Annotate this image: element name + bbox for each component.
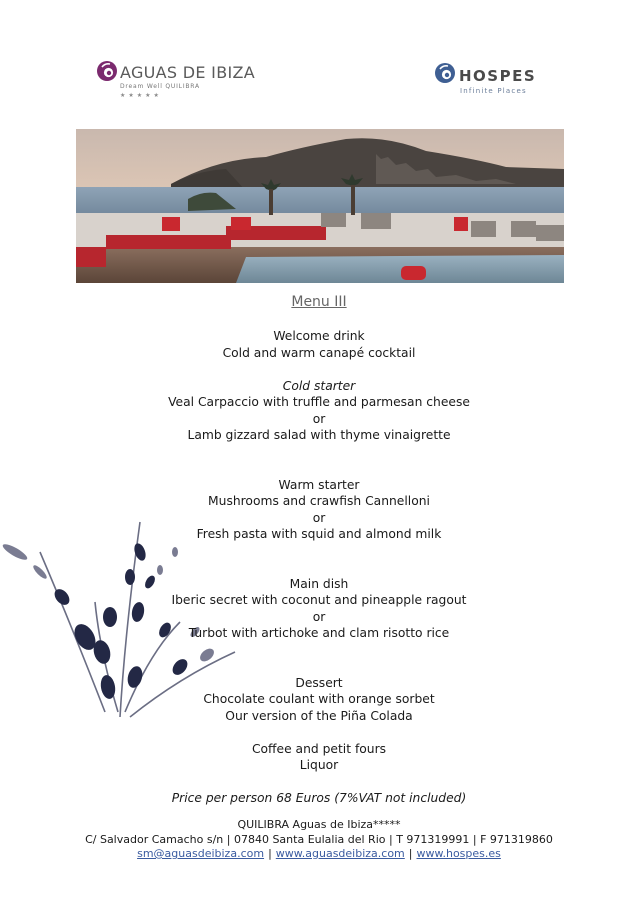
main-dish-option-2: Turbot with artichoke and clam risotto rice — [188, 626, 450, 640]
right-logo-tagline: Infinite Places — [460, 87, 527, 95]
warm-starter-or: or — [312, 510, 326, 525]
aguas-website-link[interactable]: www.aguasdeibiza.com — [275, 847, 405, 860]
terrace-pool-photo — [76, 129, 564, 283]
left-logo-tagline: Dream Well QUILIBRA — [120, 83, 200, 90]
cold-starter-or: or — [312, 411, 326, 426]
right-logo-name: HOSPES — [459, 67, 537, 85]
cold-starter-option-1: Veal Carpaccio with truffle and parmesan cheese — [168, 395, 470, 409]
main-dish-option-1: Iberic secret with coconut and pineapple ragout — [171, 593, 467, 607]
price-per-person: Price per person 68 Euros (7%VAT not included) — [171, 791, 467, 805]
hospes-logo — [434, 62, 554, 102]
aguas-de-ibiza-logo — [96, 60, 255, 102]
main-dish-or: or — [312, 609, 326, 624]
warm-starter-option-2: Fresh pasta with squid and almond milk — [196, 527, 442, 541]
hospes-website-link[interactable]: www.hospes.es — [416, 847, 501, 860]
coffee-petit-fours: Coffee and petit fours — [251, 741, 387, 756]
footer-links — [0, 847, 638, 862]
liquor: Liquor — [299, 758, 339, 772]
cold-starter-option-2: Lamb gizzard salad with thyme vinaigrette — [187, 428, 451, 442]
canape-cocktail: Cold and warm canapé cocktail — [222, 345, 416, 360]
main-dish-heading: Main dish — [289, 576, 349, 591]
menu-title: Menu III — [291, 294, 347, 310]
dessert-option-2: Our version of the Piña Colada — [225, 708, 413, 723]
aguas-de-ibiza-logo-icon — [96, 60, 118, 82]
cold-starter-heading: Cold starter — [282, 378, 356, 393]
warm-starter-heading: Warm starter — [278, 477, 360, 492]
left-logo-name: AGUAS DE IBIZA — [120, 63, 255, 82]
footer-hotel-name: QUILIBRA Aguas de Ibiza***** — [237, 818, 401, 831]
menu-content — [0, 294, 638, 807]
footer-address: C/ Salvador Camacho s/n | 07840 Santa Eulalia del Rio | T 971319991 | F 971319860 — [85, 832, 553, 846]
dessert-option-1: Chocolate coulant with orange sorbet — [203, 692, 435, 706]
welcome-drink: Welcome drink — [273, 329, 365, 343]
separator: | — [268, 847, 272, 860]
email-link[interactable]: sm@aguasdeibiza.com — [137, 847, 265, 860]
footer — [0, 818, 638, 862]
left-logo-stars: ★★★★★ — [120, 92, 162, 99]
dessert-heading: Dessert — [295, 675, 343, 690]
separator: | — [408, 847, 413, 860]
warm-starter-option-1: Mushrooms and crawfish Cannelloni — [208, 494, 430, 508]
hospes-logo-icon — [434, 62, 456, 84]
